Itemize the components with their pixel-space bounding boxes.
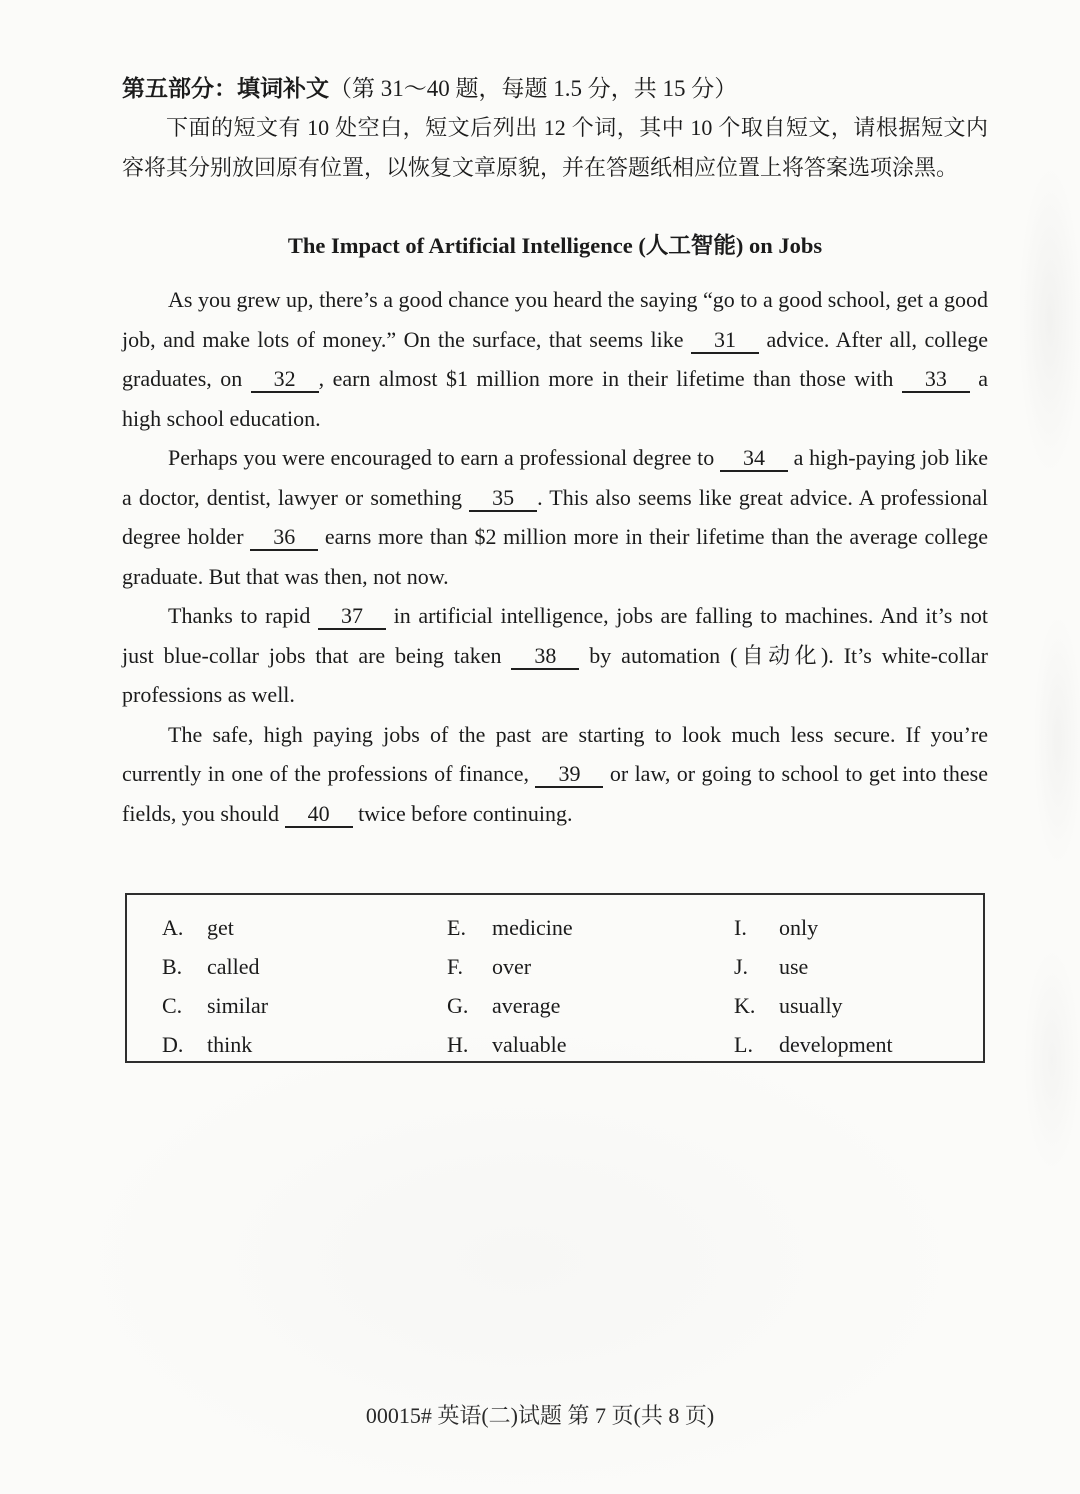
paragraph-4 xyxy=(122,715,988,834)
option-J xyxy=(734,947,983,986)
text-segment: As you grew up, there’s a good chance you heard the saying “go to a good school, get a good job, and make lots of money.” On the surface, that seems like xyxy=(122,287,988,352)
text-segment: Perhaps you were encouraged to earn a professional degree to xyxy=(168,445,720,470)
option-letter: D. xyxy=(162,1032,184,1057)
blank-34: 34 xyxy=(720,445,788,472)
option-L xyxy=(734,1025,983,1064)
paragraph-1 xyxy=(122,280,988,438)
blank-33: 33 xyxy=(902,366,970,393)
option-word: development xyxy=(779,1032,893,1057)
text-segment: a high-paying job like a doctor, dentist, lawyer or something xyxy=(122,445,989,510)
passage-title: The Impact of Artificial Intelligence (人工智能) on Jobs xyxy=(287,233,823,258)
option-letter: E. xyxy=(447,915,466,940)
page-footer: 00015# 英语(二)试题 第 7 页(共 8 页) xyxy=(365,1403,715,1428)
option-word: get xyxy=(207,915,234,940)
option-word: medicine xyxy=(492,915,573,940)
word-bank-column-1 xyxy=(162,908,447,1061)
option-K xyxy=(734,986,983,1025)
option-word: think xyxy=(207,1032,253,1057)
text-segment: by automation (自动化). It’s white-collar professions as well. xyxy=(122,642,988,707)
blank-40: 40 xyxy=(285,801,353,828)
paragraph-3 xyxy=(122,596,988,715)
text-segment: a high school education. xyxy=(122,366,989,431)
text-segment: , earn almost $1 million more in their lifetime than those with xyxy=(318,366,902,391)
option-word: called xyxy=(207,954,260,979)
option-word: only xyxy=(779,915,819,940)
option-word: similar xyxy=(207,993,269,1018)
option-word: average xyxy=(492,993,561,1018)
option-letter: C. xyxy=(162,993,183,1018)
option-letter: H. xyxy=(447,1032,469,1057)
option-letter: J. xyxy=(734,954,749,979)
word-bank-column-2 xyxy=(447,908,734,1061)
option-letter: L. xyxy=(734,1032,753,1057)
blank-38: 38 xyxy=(511,643,579,670)
option-C xyxy=(162,986,447,1025)
section-title: 第五部分：填词补文 xyxy=(122,76,329,101)
option-F xyxy=(447,947,734,986)
blank-32: 32 xyxy=(251,366,319,393)
passage-body xyxy=(122,280,988,833)
option-H xyxy=(447,1025,734,1064)
option-letter: A. xyxy=(162,915,184,940)
blank-35: 35 xyxy=(469,485,537,512)
section-info: （第 31～40 题，每题 1.5 分，共 15 分） xyxy=(329,76,738,101)
option-D xyxy=(162,1025,447,1064)
text-segment: earns more than $2 million more in their lifetime than the average college graduate. But that was then, not now. xyxy=(122,524,989,589)
text-segment: Thanks to rapid xyxy=(168,603,318,628)
option-letter: B. xyxy=(162,954,183,979)
option-word: usually xyxy=(779,993,843,1018)
text-segment: The safe, high paying jobs of the past are starting to look much less secure. If you’re currently in one of the professions of finance, xyxy=(122,721,988,786)
option-word: over xyxy=(492,954,532,979)
instructions-paragraph: 下面的短文有 10 处空白，短文后列出 12 个词，其中 10 个取自短文，请根据短文内容将其分别放回原有位置，以恢复文章原貌，并在答题纸相应位置上将答案选项涂黑。 xyxy=(122,115,988,180)
blank-37: 37 xyxy=(318,603,386,630)
option-A xyxy=(162,908,447,947)
option-B xyxy=(162,947,447,986)
option-word: use xyxy=(779,954,809,979)
option-word: valuable xyxy=(492,1032,567,1057)
option-letter: I. xyxy=(734,915,747,940)
option-letter: K. xyxy=(734,993,756,1018)
blank-31: 31 xyxy=(691,327,759,354)
word-bank-box xyxy=(125,893,985,1063)
option-letter: F. xyxy=(447,954,463,979)
option-letter: G. xyxy=(447,993,469,1018)
text-segment: in artificial intelligence, jobs are falling to machines. And it’s not just blue-collar jobs that are being taken xyxy=(122,603,988,668)
word-bank-column-3 xyxy=(734,908,983,1061)
section-header xyxy=(122,70,988,103)
option-I xyxy=(734,908,983,947)
text-segment: . This also seems like great advice. A professional degree holder xyxy=(122,484,988,549)
blank-36: 36 xyxy=(250,524,318,551)
text-segment: advice. After all, college graduates, on xyxy=(122,326,988,391)
text-segment: twice before continuing. xyxy=(352,800,573,826)
text-segment: or law, or going to school to get into these fields, you should xyxy=(122,761,988,826)
paragraph-2 xyxy=(122,438,988,596)
option-E xyxy=(447,908,734,947)
option-G xyxy=(447,986,734,1025)
blank-39: 39 xyxy=(535,761,603,788)
